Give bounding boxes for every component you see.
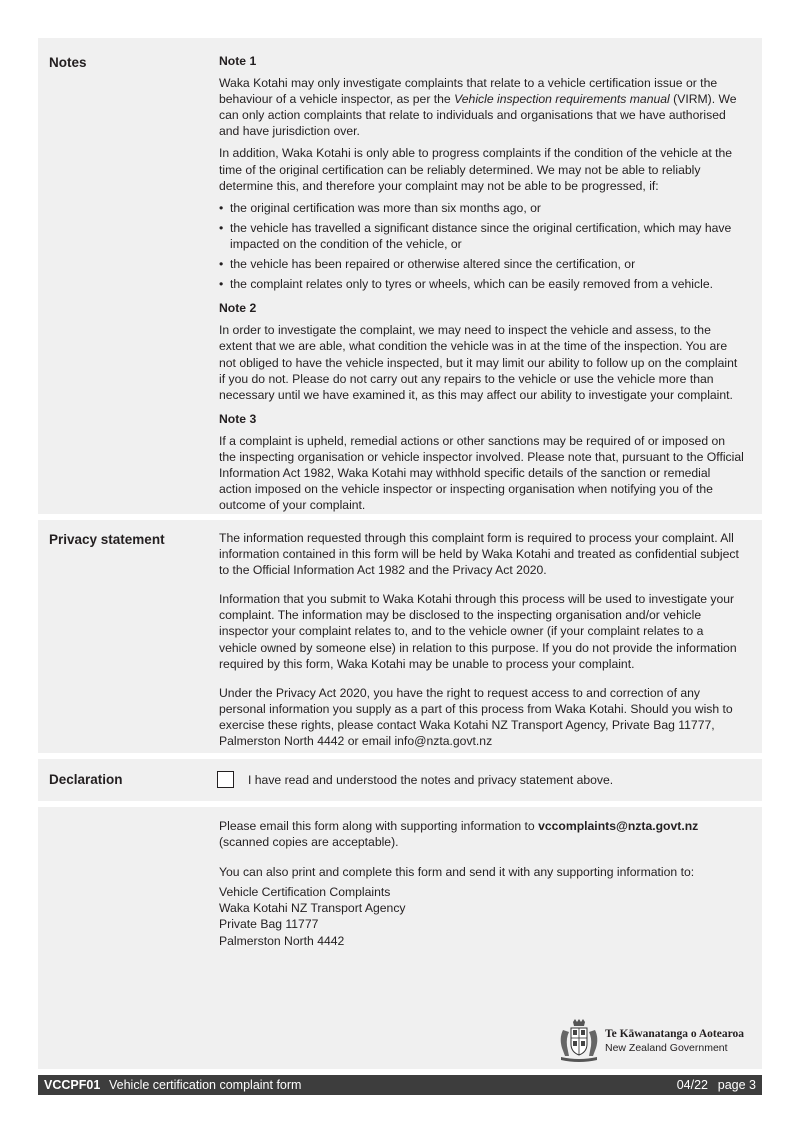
form-date: 04/22	[676, 1078, 708, 1092]
email-instructions: Please email this form along with supporting information to vccomplaints@nzta.govt.nz (scanned copies are acceptable).	[219, 819, 699, 850]
declaration-section	[38, 759, 762, 801]
privacy-paragraph-1: The information requested through this complaint form is required to process your complaint. All information contained in this form will be held by Waka Kotahi and treated as confidential subject to the Official Information Act 1982 and the Privacy Act 2020.	[219, 531, 739, 578]
notes-content	[219, 53, 744, 519]
declaration-checkbox-label: I have read and understood the notes and privacy statement above.	[248, 773, 614, 787]
notes-label: Notes	[49, 55, 87, 70]
submission-content	[219, 818, 744, 949]
list-item: • the complaint relates only to tyres or wheels, which can be easily removed from a vehicle.	[219, 276, 744, 292]
form-title: Vehicle certification complaint form	[109, 1078, 302, 1092]
address-line: Private Bag 11777	[219, 917, 319, 932]
page-footer	[38, 1075, 762, 1095]
form-code: VCCPF01	[44, 1078, 101, 1092]
note3-text: If a complaint is upheld, remedial actions or other sanctions may be required of or imposed on the inspecting organisation or vehicle inspector involved. Please note that, pursuant to the Official Information Act 1982, Waka Kotahi may withhold specific details of the sanction or remedial action imposed on the vehicle inspector or inspecting organisation when notifying you of the outcome of your complaint.	[219, 433, 744, 513]
address-line: Palmerston North 4442	[219, 933, 345, 948]
virm-title: Vehicle inspection requirements manual	[454, 92, 670, 107]
list-item: • the vehicle has been repaired or otherwise altered since the certification, or	[219, 256, 744, 272]
privacy-section	[38, 520, 762, 753]
note2-text: In order to investigate the complaint, we may need to inspect the vehicle and assess, to the extent that we are able, what condition the vehicle was in at the time of the inspection. You are not obliged to have the vehicle inspected, but it may limit our ability to follow up on the complaint if you do not. Please do not carry out any repairs to the vehicle or use the vehicle more than necessary until we have examined it, as this may affect our ability to investigate your complaint.	[219, 323, 738, 402]
notes-section	[38, 38, 762, 514]
note1-paragraph-1: Waka Kotahi may only investigate complaints that relate to a vehicle certification issue or the behaviour of a vehicle inspector, as per the Vehicle inspection requirements manual (VIRM). We can only action complaints that relate to individuals and organisations that we have authorised and have jurisdiction over.	[219, 76, 737, 139]
list-item: • the original certification was more than six months ago, or	[219, 200, 744, 216]
privacy-content	[219, 530, 744, 755]
declaration-checkbox[interactable]	[217, 771, 234, 788]
post-instructions: You can also print and complete this form and send it with any supporting information to:	[219, 865, 695, 880]
nz-government-logo	[555, 1018, 755, 1062]
address-line: Waka Kotahi NZ Transport Agency	[219, 901, 406, 916]
postal-address	[219, 884, 744, 948]
note1-title: Note 1	[219, 54, 257, 68]
submission-email-link[interactable]: vccomplaints@nzta.govt.nz	[538, 819, 699, 833]
page-number: page 3	[717, 1078, 756, 1092]
address-line: Vehicle Certification Complaints	[219, 885, 391, 900]
note1-bullet-list	[219, 200, 744, 292]
privacy-paragraph-3: Under the Privacy Act 2020, you have the right to request access to and correction of any personal information you supply as a part of this process from Waka Kotahi. Should you wish to exercise these rights, please contact Waka Kotahi NZ Transport Agency, Private Bag 11777, Palmerston North 4442 or email info@nzta.govt.nz	[219, 685, 733, 749]
list-item: • the vehicle has travelled a significant distance since the original certification, which may have impacted on the condition of the vehicle, or	[219, 220, 744, 252]
logo-text-maori: Te Kāwanatanga o Aotearoa	[605, 1028, 744, 1040]
note3-title: Note 3	[219, 411, 257, 426]
privacy-paragraph-2: Information that you submit to Waka Kotahi through this process will be used to investigate your complaint. The information may be disclosed to the inspecting organisation and/or vehicle inspector your complaint relates to, and to the vehicle owner (if your complaint relates to a vehicle owned by someone else) in relation to this purpose. If you do not provide the information required by this form, Waka Kotahi may be unable to process your complaint.	[219, 592, 737, 671]
logo-text-english: New Zealand Government	[605, 1042, 728, 1054]
privacy-label: Privacy statement	[49, 532, 165, 547]
note2-title: Note 2	[219, 301, 257, 316]
note1-paragraph-2: In addition, Waka Kotahi is only able to progress complaints if the condition of the vehicle at the time of the original certification can be reliably determined. We may not be able to reliably determine this, and therefore your complaint may not be able to be progressed, if:	[219, 146, 733, 193]
declaration-label: Declaration	[49, 772, 123, 787]
